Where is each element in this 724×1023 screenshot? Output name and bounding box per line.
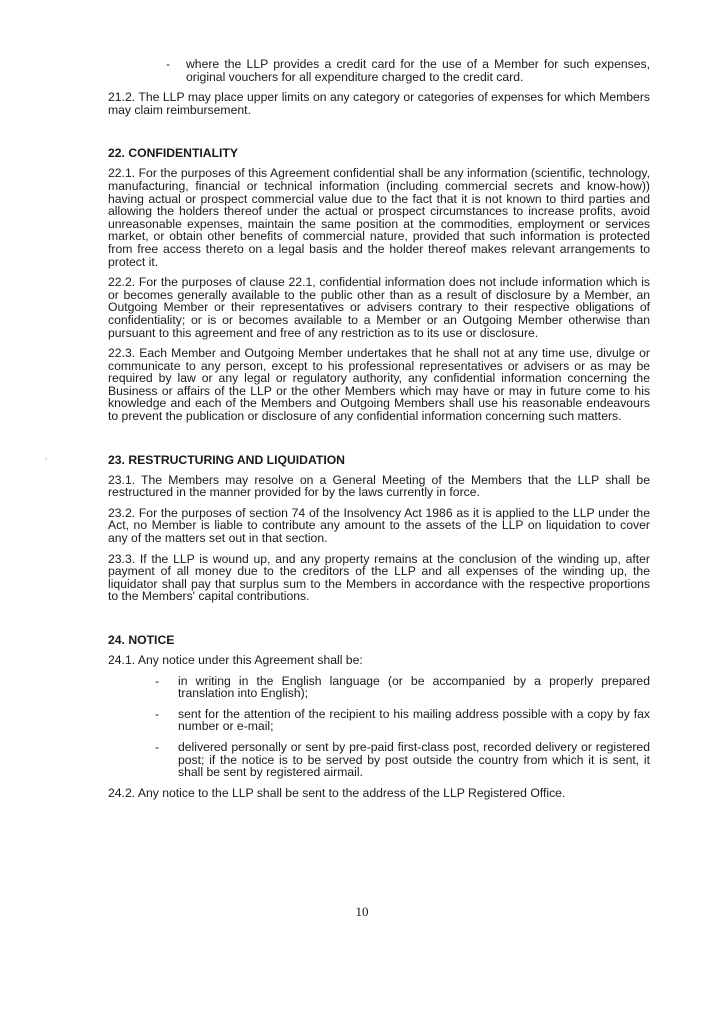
margin-mark: , (45, 452, 48, 461)
clause-22-3: 22.3. Each Member and Outgoing Member undertakes that he shall not at any time use, divulge or communicate to any person, except to his professional representatives or advisers or as may be required by law or any legal or regulatory authority, any confidential information concerning the Business or affairs of the LLP or the other Members which may have or may in future come to his knowledge and each of the Members and Outgoing Members shall use his reasonable endeavours to prevent the publication or disclosure of any confidential information concerning such matters. (108, 346, 650, 424)
clause-22-2: 22.2. For the purposes of clause 22.1, confidential information does not include information which is or becomes generally available to the public other than as a result of disclosure by a Member, an Outgoing Member or their representatives or advisers contrary to their respective obligations of confidentiality; or is or becomes available to a Member or an Outgoing Member otherwise than pursuant to this agreement and free of any restriction as to its use or disclosure. (108, 275, 650, 340)
clause-23-2: 23.2. For the purposes of section 74 of the Insolvency Act 1986 as it is applied to the LLP under the Act, no Member is liable to contribute any amount to the assets of the LLP on liquidation to cover any of the matters set out in that section. (108, 505, 650, 546)
bullet-dash: - (155, 739, 160, 754)
expense-bullet-item (108, 58, 650, 83)
bullet-text: sent for the attention of the recipient to his mailing address possible with a copy by fax number or e-mail; (178, 706, 650, 734)
clause-23-1: 23.1. The Members may resolve on a General Meeting of the Members that the LLP shall be restructured in the manner provided for by the laws currently in force. (108, 472, 650, 500)
clause-24-2: 24.2. Any notice to the LLP shall be sent to the address of the LLP Registered Office. (108, 785, 566, 800)
bullet-text: where the LLP provides a credit card for the use of a Member for such expenses, original vouchers for all expenditure charged to the credit card. (186, 57, 650, 84)
clause-23-3: 23.3. If the LLP is wound up, and any property remains at the conclusion of the winding up, after payment of all money due to the creditors of the LLP and all expenses of the winding up, the liquidator shall pay that surplus sum to the Members in accordance with the respective proportions to the Members' capital contributions. (108, 551, 650, 604)
document-body (108, 58, 650, 807)
clause-21-2: 21.2. The LLP may place upper limits on any category or categories of expenses for which Members may claim reimbursement. (108, 90, 650, 117)
clause-22-1: 22.1. For the purposes of this Agreement confidential shall be any information (scientific, technology, manufacturing, financial or technical information (including commercial secrets and know-how)) having actual or prospect commercial value due to the fact that it is not known to third parties and allowing the holders thereof under the actual or prospect circumstances to increase profits, avoid unreasonable expenses, maintain the same position at the commodities, employment or services market, or obtain other benefits of commercial nature, provided that such information is protected from free access thereto on a legal basis and the holder thereof makes relevant arrangements to protect it. (108, 166, 650, 269)
notice-bullet-item (108, 708, 650, 733)
notice-bullet-item (108, 675, 650, 700)
bullet-text: delivered personally or sent by pre-paid first-class post, recorded delivery or registered post; if the notice is to be served by post outside the country from which it is sent, it shall be sent by registered airmail. (178, 739, 650, 780)
page-number: 10 (355, 904, 369, 919)
bullet-text: in writing in the English language (or be accompanied by a properly prepared translation into English); (178, 673, 650, 701)
bullet-dash: - (166, 57, 171, 71)
clause-24-1: 24.1. Any notice under this Agreement shall be: (108, 653, 363, 667)
notice-bullet-item (108, 741, 650, 779)
section-heading-restructuring: 23. RESTRUCTURING AND LIQUIDATION (108, 452, 345, 467)
bullet-dash: - (155, 673, 160, 688)
section-heading-confidentiality: 22. CONFIDENTIALITY (108, 146, 239, 161)
bullet-dash: - (155, 706, 160, 721)
section-heading-notice: 24. NOTICE (108, 633, 175, 647)
